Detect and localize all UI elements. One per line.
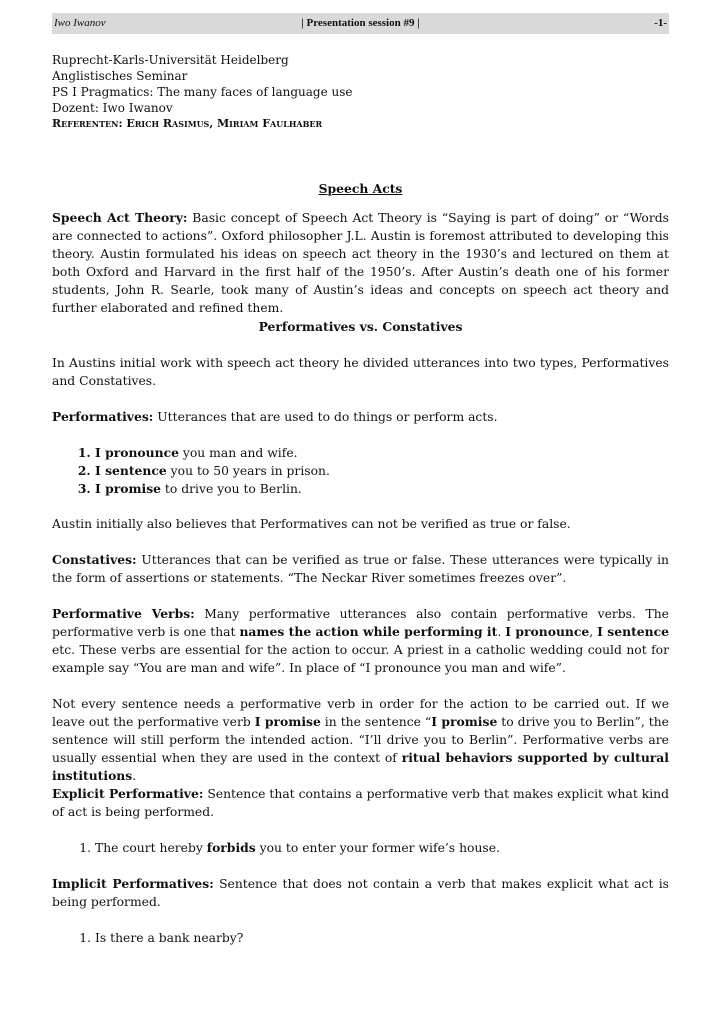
performative-verbs-paragraph: Performative Verbs: Many performative utterances also contain performative verbs. The performative verb is one that names the action while performing it. I pronounce, I sentence etc. These verbs are essential for the action to occur. A priest in a catholic wedding could not for example say “You are man and wife”. In place of “I pronounce you man and wife”. xyxy=(52,606,669,676)
not-every-paragraph: Not every sentence needs a performative verb in order for the action to be carried out. If we leave out the performative verb I promise in the sentence “I promise to drive you to Berlin”, the sentence will still perform the intended action. “I’ll drive you to Berlin”. Performative verbs are usually essential when they are used in the context of ritual behaviors supported by cultural institutions. xyxy=(52,697,669,784)
implicit-paragraph xyxy=(52,875,669,911)
performatives-label: Performatives: xyxy=(52,409,154,424)
header-session: | Presentation session #9 | xyxy=(301,17,420,29)
university: Ruprecht-Karls-Universität Heidelberg xyxy=(52,53,289,67)
intro-paragraph: In Austins initial work with speech act theory he divided utterances into two types, Performatives and Constatives. xyxy=(52,356,669,389)
performatives-text: Utterances that are used to do things or perform acts. xyxy=(153,410,498,424)
explicit-examples xyxy=(52,839,712,857)
lecturer: Dozent: Iwo Iwanov xyxy=(52,101,173,115)
theory-text: Basic concept of Speech Act Theory is “Saying is part of doing” or “Words are connected to actions”. Oxford philosopher J.L. Austin is foremost attributed to developing this theory. Austin formulated his ideas on speech act theory in the 1930’s and lectured on them at both Oxford and Harvard in the first half of the 1950’s. After Austin’s death one of his former students, John R. Searle, took many of Austin’s ideas and concepts on speech act theory and further elaborated and refined them. xyxy=(52,211,669,316)
header-page-number: -1- xyxy=(654,17,667,29)
constatives-paragraph xyxy=(52,551,669,587)
list-item: 1. I pronounce you man and wife. xyxy=(95,444,712,462)
header-author: Iwo Iwanov xyxy=(54,17,106,29)
department: Anglistisches Seminar xyxy=(52,69,188,83)
presenters: Referenten: Erich Rasimus, Miriam Faulhaber xyxy=(52,117,323,130)
list-item: 3. I promise to drive you to Berlin. xyxy=(95,480,712,498)
austin-note: Austin initially also believes that Performatives can not be verified as true or false. xyxy=(52,517,571,531)
list-item: 1. The court hereby forbids you to enter your former wife’s house. xyxy=(95,839,712,857)
course-info xyxy=(52,52,353,132)
theory-label: Speech Act Theory: xyxy=(52,210,188,225)
performative-examples xyxy=(52,444,712,498)
course-title: PS I Pragmatics: The many faces of language use xyxy=(52,85,353,99)
section-subtitle: Performatives vs. Constatives xyxy=(258,319,463,334)
performatives-paragraph xyxy=(52,408,669,426)
implicit-examples xyxy=(52,929,712,947)
explicit-label: Explicit Performative: xyxy=(52,786,204,801)
list-item: 2. I sentence you to 50 years in prison. xyxy=(95,462,712,480)
explicit-paragraph xyxy=(52,785,669,821)
explicit-text: Sentence that contains a performative verb that makes explicit what kind of act is being performed. xyxy=(52,787,669,820)
constatives-text: Utterances that can be verified as true or false. These utterances were typically in the form of assertions or statements. “The Neckar River sometimes freezes over”. xyxy=(52,553,669,586)
theory-paragraph xyxy=(52,209,669,318)
implicit-text: Sentence that does not contain a verb that makes explicit what act is being performed. xyxy=(52,877,669,910)
running-header xyxy=(52,13,669,34)
implicit-label: Implicit Performatives: xyxy=(52,876,214,891)
doc-title: Speech Acts xyxy=(318,181,403,196)
constatives-label: Constatives: xyxy=(52,552,137,567)
list-item: 1. Is there a bank nearby? xyxy=(95,929,712,947)
